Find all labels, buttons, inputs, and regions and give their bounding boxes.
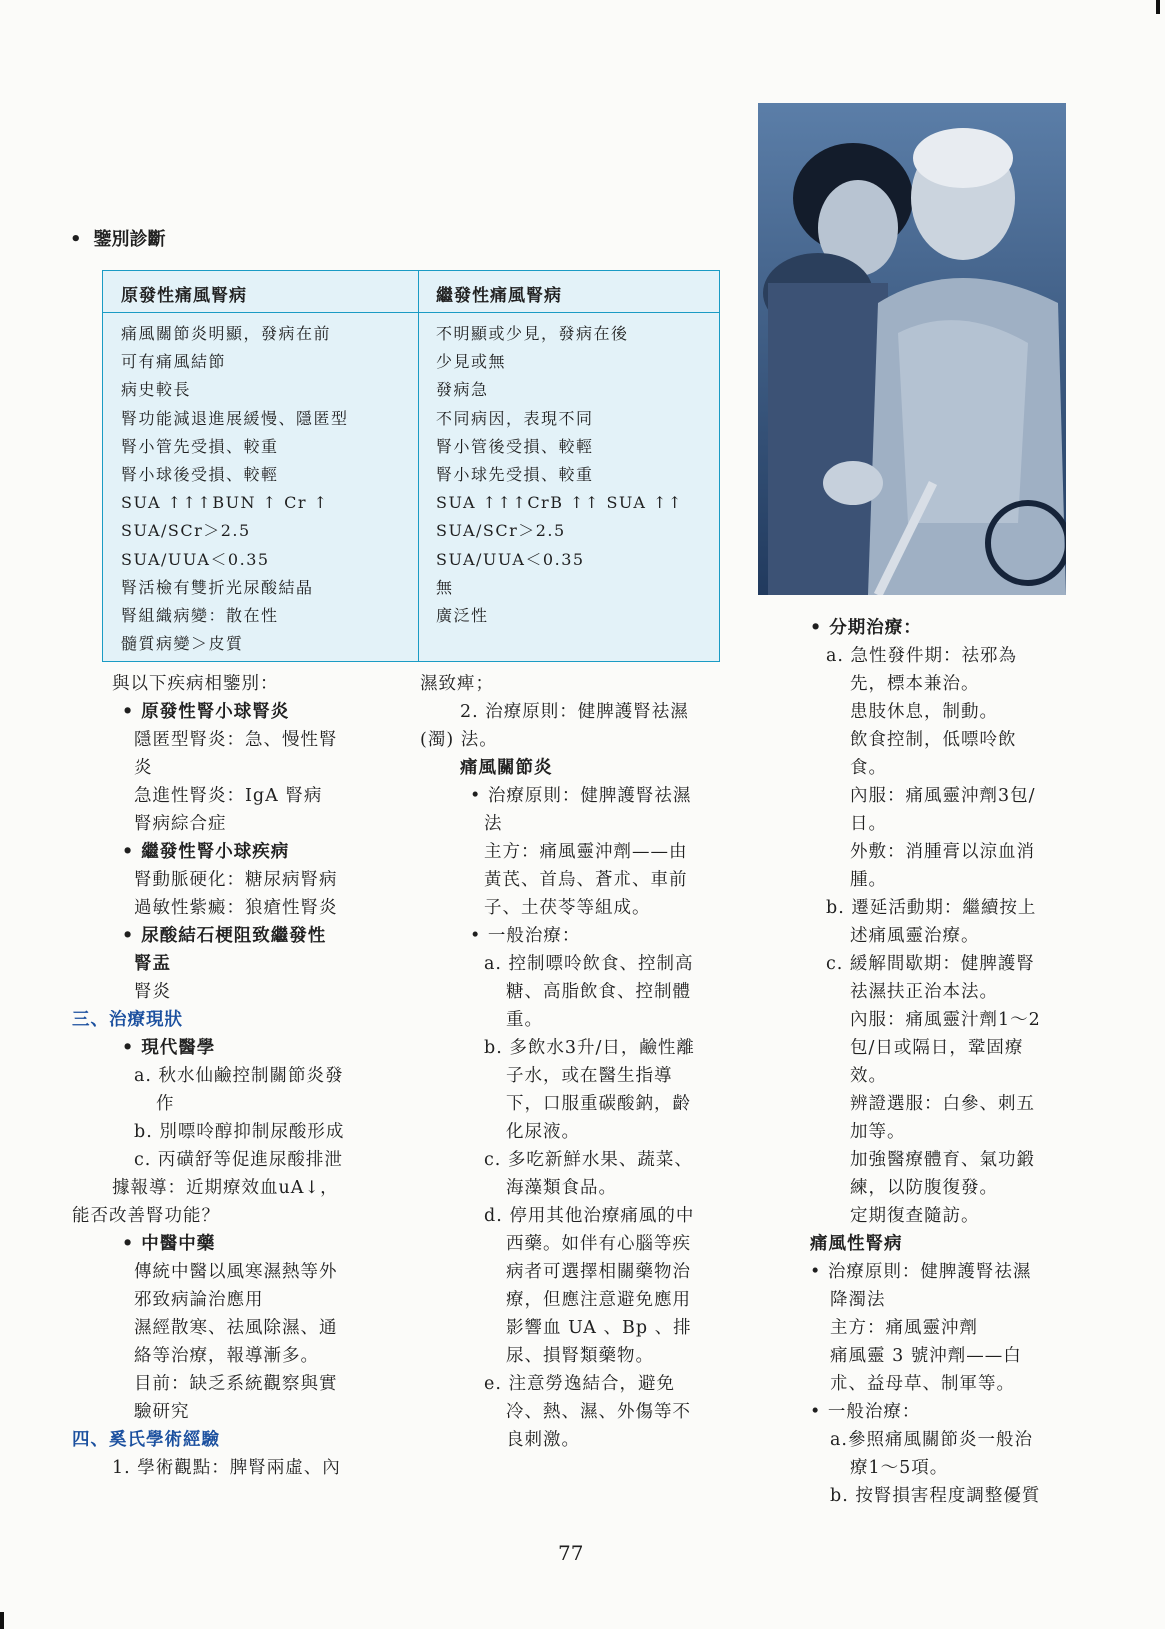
text-line: 加等。 bbox=[850, 1122, 906, 1142]
text-line: a.參照痛風關節炎一般治 bbox=[830, 1430, 1033, 1450]
text-line: 練，以防腹復發。 bbox=[850, 1178, 998, 1198]
text-line: • 原發性腎小球腎炎 bbox=[122, 702, 290, 722]
text-line: b. 別嘌呤醇抑制尿酸形成 bbox=[134, 1122, 345, 1142]
text-line: 療，但應注意避免應用 bbox=[506, 1290, 691, 1310]
text-line: 西藥。如伴有心腦等疾 bbox=[506, 1234, 691, 1254]
text-line: • 治療原則：健脾護腎祛濕 bbox=[470, 786, 692, 806]
text-line: 尿、損腎類藥物。 bbox=[506, 1346, 654, 1366]
text-line: 與以下疾病相鑒別： bbox=[112, 674, 279, 694]
section-heading-treatment-status: 三、治療現狀 bbox=[72, 1010, 183, 1030]
table-cell: 少見或無 bbox=[436, 352, 507, 372]
text-line: 濕經散寒、祛風除濕、通 bbox=[134, 1318, 338, 1338]
table-cell: SUA/UUA＜0.35 bbox=[436, 549, 585, 569]
differential-diagnosis-table bbox=[102, 270, 720, 662]
text-line: 日。 bbox=[850, 814, 887, 834]
text-line: 外敷：消腫膏以涼血消 bbox=[850, 842, 1035, 862]
table-cell: 可有痛風結節 bbox=[121, 352, 227, 372]
column-middle bbox=[420, 670, 695, 1454]
table-cell: 髓質病變＞皮質 bbox=[121, 634, 244, 654]
text-line: 主方：痛風靈沖劑 bbox=[830, 1318, 978, 1338]
text-line: 定期復查隨訪。 bbox=[850, 1206, 980, 1226]
text-line: 先，標本兼治。 bbox=[850, 674, 980, 694]
table-cell: 腎活檢有雙折光尿酸結晶 bbox=[121, 577, 314, 597]
text-line: • 一般治療： bbox=[810, 1402, 921, 1422]
table-cell: SUA ↑↑↑BUN ↑ Cr ↑ bbox=[121, 493, 329, 513]
text-line: d. 停用其他治療痛風的中 bbox=[484, 1206, 695, 1226]
table-cell: 廣泛性 bbox=[436, 605, 489, 625]
subheading-gout-nephropathy: 痛風性腎病 bbox=[810, 1234, 903, 1254]
table-cell: 無 bbox=[436, 577, 454, 597]
table-cell: 腎功能減退進展緩慢、隱匿型 bbox=[121, 408, 349, 428]
text-line: 濕致痺； bbox=[420, 674, 494, 694]
text-line: 朮、益母草、制軍等。 bbox=[830, 1374, 1015, 1394]
text-line: a. 秋水仙鹼控制關節炎發 bbox=[134, 1066, 344, 1086]
subheading-gout-arthritis: 痛風關節炎 bbox=[460, 758, 553, 778]
text-line: 病者可選擇相關藥物治 bbox=[506, 1262, 691, 1282]
text-line: 重。 bbox=[506, 1010, 543, 1030]
text-line: 驗研究 bbox=[134, 1402, 190, 1422]
text-line: 邪致病論治應用 bbox=[134, 1290, 264, 1310]
text-line: 能否改善腎功能？ bbox=[72, 1206, 220, 1226]
text-line: 加強醫療體育、氣功鍛 bbox=[850, 1150, 1035, 1170]
text-line: • 現代醫學 bbox=[122, 1038, 216, 1058]
text-line: 食。 bbox=[850, 758, 887, 778]
text-line: 2. 治療原則：健脾護腎祛濕 bbox=[460, 702, 689, 722]
text-line: 飲食控制，低嘌呤飲 bbox=[850, 730, 1017, 750]
text-line: 目前：缺乏系統觀察與實 bbox=[134, 1374, 338, 1394]
text-line: 腎病綜合症 bbox=[134, 814, 227, 834]
text-line: c. 多吃新鮮水果、蔬菜、 bbox=[484, 1150, 693, 1170]
table-cell: 病史較長 bbox=[121, 380, 192, 400]
text-line: b. 多飲水3升/日，鹼性離 bbox=[484, 1038, 695, 1058]
table-cell: SUA ↑↑↑CrB ↑↑ SUA ↑↑ bbox=[436, 493, 683, 513]
text-line: • 一般治療： bbox=[470, 926, 581, 946]
table-cell: 不明顯或少見，發病在後 bbox=[436, 324, 629, 343]
table-cell: 腎小球先受損、較重 bbox=[436, 464, 594, 484]
text-line: 影響血 UA 、Bp 、排 bbox=[506, 1318, 692, 1338]
text-line: 包/日或隔日，鞏固療 bbox=[850, 1038, 1024, 1058]
table-cell: SUA/SCr＞2.5 bbox=[121, 521, 251, 541]
table-cell: 不同病因，表現不同 bbox=[436, 408, 594, 428]
text-line: 法 bbox=[484, 814, 503, 834]
text-line: a. 急性發件期：祛邪為 bbox=[826, 646, 1018, 666]
text-line: • 繼發性腎小球疾病 bbox=[122, 842, 290, 862]
text-line: 炎 bbox=[134, 758, 153, 778]
text-line: 化尿液。 bbox=[506, 1122, 580, 1142]
text-line: 述痛風靈治療。 bbox=[850, 926, 980, 946]
text-line: 祛濕扶正治本法。 bbox=[850, 982, 998, 1002]
text-line: c. 緩解間歇期：健脾護腎 bbox=[826, 954, 1035, 974]
text-line: 急進性腎炎：IgA 腎病 bbox=[134, 786, 323, 806]
text-line: (濁) 法。 bbox=[420, 730, 498, 750]
column-right bbox=[810, 614, 1041, 1510]
text-line: 辨證選服：白參、刺五 bbox=[850, 1094, 1035, 1114]
table-cell: 腎組織病變：散在性 bbox=[121, 605, 279, 625]
text-line: 腎動脈硬化：糖尿病腎病 bbox=[134, 870, 338, 890]
text-line: 腎炎 bbox=[134, 982, 171, 1002]
text-line: 腎盂 bbox=[134, 954, 171, 974]
text-line: 1. 學術觀點：脾腎兩虛、內 bbox=[112, 1458, 341, 1478]
text-line: e. 注意勞逸結合，避免 bbox=[484, 1374, 675, 1394]
table-header-primary: 原發性痛風腎病 bbox=[121, 286, 247, 306]
table-cell: 腎小管後受損、較輕 bbox=[436, 436, 594, 456]
table-column-primary bbox=[121, 320, 349, 658]
text-line: 冷、熱、濕、外傷等不 bbox=[506, 1402, 691, 1422]
text-line: 黃芪、首烏、蒼朮、車前 bbox=[484, 870, 688, 890]
text-line: 海藻類食品。 bbox=[506, 1178, 617, 1198]
table-cell: 發病急 bbox=[436, 380, 489, 400]
table-cell: SUA/SCr＞2.5 bbox=[436, 521, 566, 541]
text-line: 下，口服重碳酸鈉，齡 bbox=[506, 1094, 691, 1114]
table-cell: 痛風關節炎明顯，發病在前 bbox=[121, 324, 332, 343]
text-line: 良刺激。 bbox=[506, 1430, 580, 1450]
photo-caregiver-elderly-man bbox=[758, 103, 1066, 595]
text-line: 內服：痛風靈汁劑1～2 bbox=[850, 1010, 1041, 1030]
text-line: a. 控制嘌呤飲食、控制高 bbox=[484, 954, 694, 974]
text-line: 子水，或在醫生指導 bbox=[506, 1066, 673, 1086]
table-cell: 腎小球後受損、較輕 bbox=[121, 464, 279, 484]
table-cell: SUA/UUA＜0.35 bbox=[121, 549, 270, 569]
text-line: 痛風靈 3 號沖劑——白 bbox=[830, 1346, 1022, 1366]
text-line: 效。 bbox=[850, 1066, 887, 1086]
text-line: 絡等治療，報導漸多。 bbox=[134, 1346, 319, 1366]
ddx-heading: • 鑒別診斷 bbox=[70, 229, 166, 250]
text-line: • 分期治療： bbox=[810, 618, 922, 638]
section-heading-xi-experience: 四、奚氏學術經驗 bbox=[72, 1430, 220, 1450]
text-line: 過敏性紫癜：狼瘡性腎炎 bbox=[134, 898, 338, 918]
text-line: b. 按腎損害程度調整優質 bbox=[830, 1486, 1041, 1506]
page-number: 77 bbox=[558, 1541, 584, 1565]
text-line: 療1～5項。 bbox=[850, 1458, 949, 1478]
table-column-secondary bbox=[436, 320, 683, 630]
text-line: 據報導：近期療效血uA↓， bbox=[112, 1178, 339, 1198]
column-left bbox=[72, 670, 344, 1482]
text-line: 糖、高脂飲食、控制體 bbox=[506, 982, 691, 1002]
text-line: 子、土茯苓等組成。 bbox=[484, 898, 651, 918]
text-line: • 尿酸結石梗阻致繼發性 bbox=[122, 926, 327, 946]
table-cell: 腎小管先受損、較重 bbox=[121, 436, 279, 456]
text-line: 降濁法 bbox=[830, 1290, 886, 1310]
text-line: • 中醫中藥 bbox=[122, 1234, 216, 1254]
text-line: 傳統中醫以風寒濕熱等外 bbox=[134, 1262, 338, 1282]
text-line: 作 bbox=[156, 1094, 175, 1114]
text-line: 腫。 bbox=[850, 870, 887, 890]
crop-mark bbox=[1156, 0, 1160, 14]
text-line: b. 遷延活動期：繼續按上 bbox=[826, 898, 1037, 918]
table-header-secondary: 繼發性痛風腎病 bbox=[436, 286, 562, 306]
text-line: 內服：痛風靈沖劑3包/ bbox=[850, 786, 1036, 806]
text-line: 患肢休息，制動。 bbox=[850, 702, 998, 722]
text-line: c. 丙磺舒等促進尿酸排泄 bbox=[134, 1150, 343, 1170]
text-line: 主方：痛風靈沖劑——由 bbox=[484, 842, 688, 862]
crop-mark bbox=[0, 1612, 4, 1629]
text-line: 隱匿型腎炎：急、慢性腎 bbox=[134, 730, 338, 750]
text-line: • 治療原則：健脾護腎祛濕 bbox=[810, 1262, 1032, 1282]
